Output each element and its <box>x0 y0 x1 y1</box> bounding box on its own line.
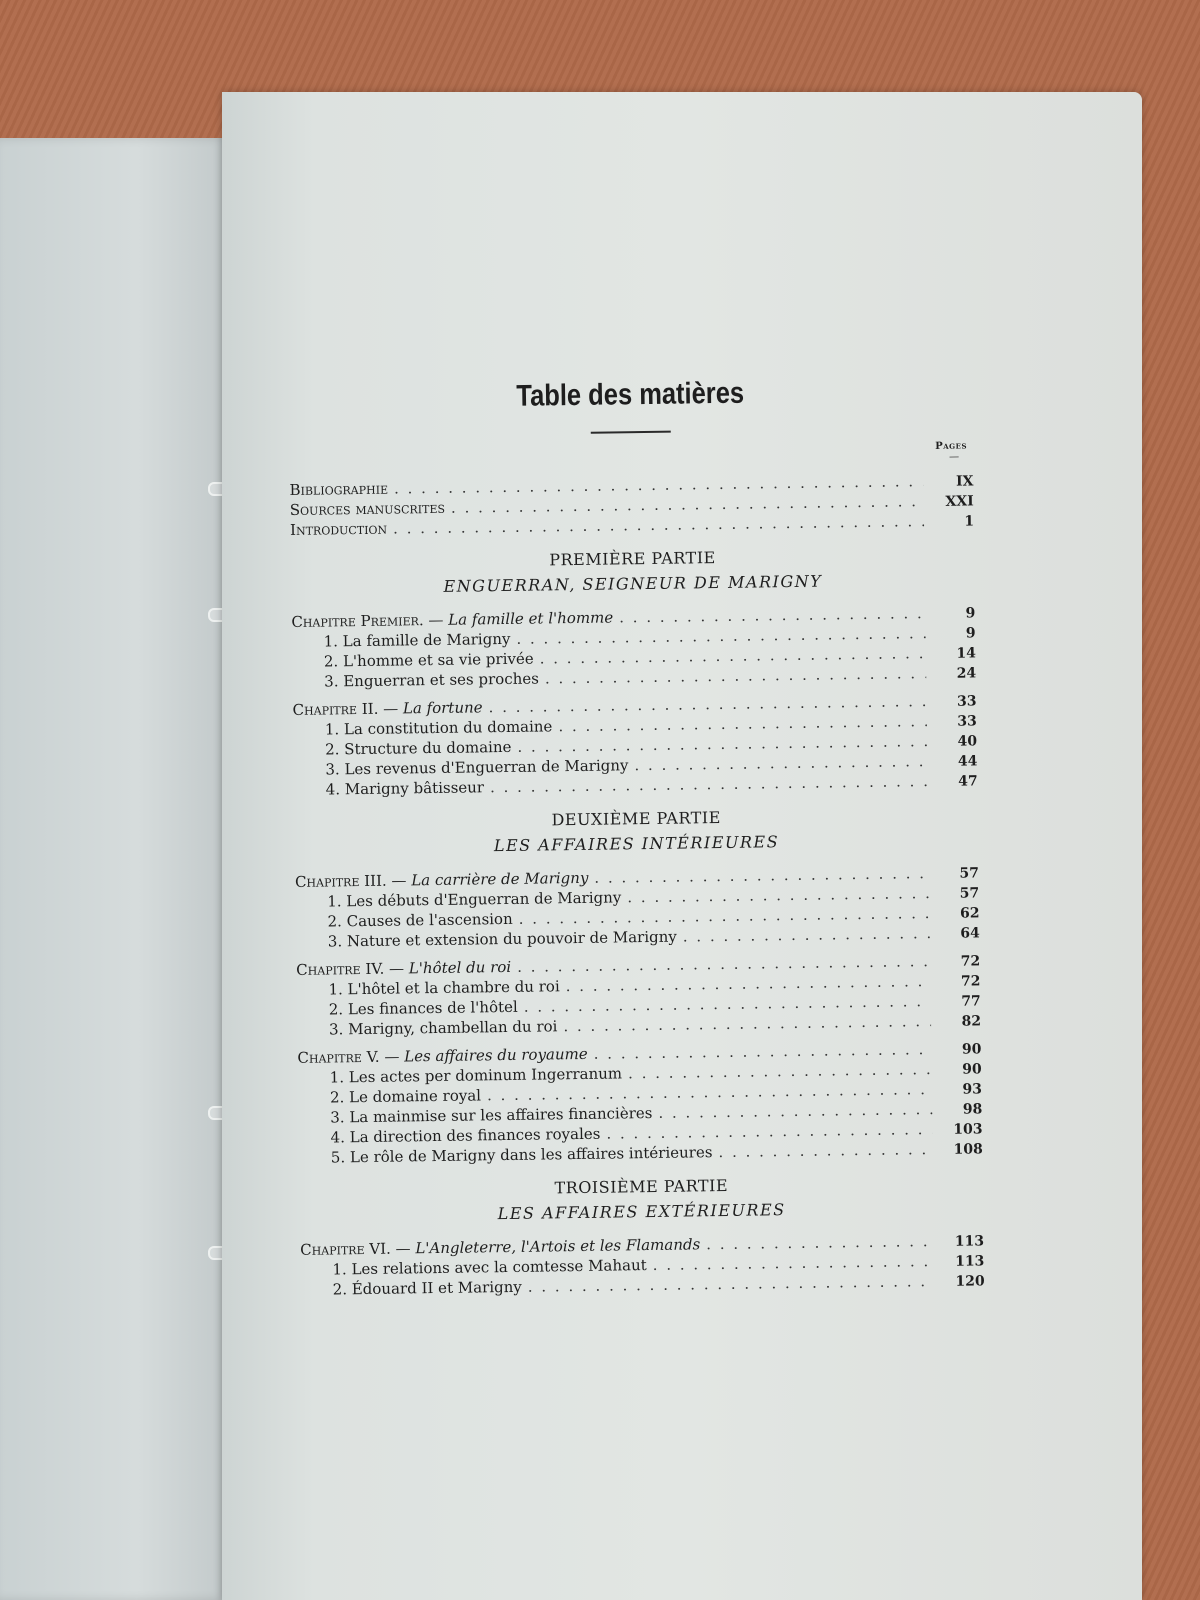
page-number: 77 <box>961 993 981 1010</box>
chapter-prefix: Chapitre III. — <box>294 871 412 891</box>
dot-leader <box>683 923 930 946</box>
left-page <box>0 138 228 1600</box>
page-number: IX <box>955 473 974 490</box>
entry-label: 2. Le domaine royal <box>329 1086 482 1107</box>
entry-label: 1. Les relations avec la comtesse Mahaut <box>332 1256 647 1279</box>
entry-label: 1. L'hôtel et la chambre du roi <box>328 977 560 999</box>
dot-leader <box>545 663 927 688</box>
page-number: 44 <box>957 753 978 770</box>
entry-label: 1. Les débuts d'Enguerran de Marigny <box>327 888 622 911</box>
chapter-title: L'Angleterre, l'Artois et les Flamands <box>415 1235 701 1258</box>
page-number: 90 <box>962 1061 982 1078</box>
chapter-block <box>295 862 980 952</box>
entry-label: 2. Structure du domaine <box>325 737 512 759</box>
dot-leader <box>718 1139 933 1162</box>
chapter-title: La fortune <box>402 698 483 718</box>
entry-label: 3. Nature et extension du pouvoir de Marigny <box>327 927 677 951</box>
parts-list <box>290 542 984 1299</box>
page-number: 33 <box>957 713 977 730</box>
part-title: LES AFFAIRES EXTÉRIEURES <box>497 1200 786 1224</box>
dot-leader <box>563 1011 931 1036</box>
pages-dash: — <box>949 451 960 463</box>
entry-label: 2. Les finances de l'hôtel <box>328 997 518 1019</box>
table-of-contents <box>288 370 985 1299</box>
page-title: Table des matières <box>516 376 745 413</box>
page-number: 33 <box>956 693 977 710</box>
entry-label: Sources manuscrites <box>289 498 446 519</box>
chapter-prefix: Chapitre VI. — <box>300 1239 416 1259</box>
part-title: LES AFFAIRES INTÉRIEURES <box>493 832 780 856</box>
pages-column-header: Pages <box>935 440 968 452</box>
entry-label: 1. La constitution du domaine <box>324 717 553 739</box>
page-number: 9 <box>965 625 976 642</box>
entry-label: 1. La famille de Marigny <box>323 629 511 651</box>
part-heading: TROISIÈME PARTIE <box>554 1175 729 1198</box>
page-number: 62 <box>959 905 980 922</box>
page-number: 72 <box>960 973 981 990</box>
chapter-prefix: Chapitre IV. — <box>296 959 409 979</box>
page-number: 113 <box>955 1253 985 1270</box>
chapter-title: La carrière de Marigny <box>411 868 589 890</box>
entry-label: 4. La direction des finances royales <box>330 1124 601 1147</box>
title-rule <box>591 431 671 434</box>
page-number: 82 <box>961 1013 982 1030</box>
page-number: 98 <box>962 1101 983 1118</box>
chapter-title: Les affaires du royaume <box>404 1044 588 1066</box>
chapter-block <box>300 1230 985 1300</box>
front-matter <box>289 470 974 540</box>
page-number: 40 <box>957 733 978 750</box>
page-number: 72 <box>960 953 981 970</box>
entry-label: Introduction <box>289 519 388 539</box>
entry-label: 3. Enguerran et ses proches <box>324 669 540 691</box>
chapter-prefix: Chapitre V. — <box>297 1047 405 1067</box>
entry-label: 1. Les actes per dominum Ingerranum <box>329 1064 623 1087</box>
entry-label: 2. Édouard II et Marigny <box>332 1277 522 1299</box>
chapter-block <box>291 602 976 692</box>
part-title: ENGUERRAN, SEIGNEUR DE MARIGNY <box>443 571 823 596</box>
chapter-block <box>292 690 977 800</box>
entry-label: 2. Causes de l'ascension <box>327 909 513 931</box>
page-number: 47 <box>958 773 978 790</box>
part-heading: PREMIÈRE PARTIE <box>549 548 716 570</box>
page-number: 1 <box>964 513 975 530</box>
page-number: 9 <box>965 605 976 622</box>
page-number: 113 <box>954 1233 985 1250</box>
entry-label: 4. Marigny bâtisseur <box>325 778 485 799</box>
entry-label <box>292 697 482 720</box>
page-number: 120 <box>955 1273 985 1290</box>
chapter-prefix: Chapitre Premier. — <box>291 610 449 631</box>
page-number: 57 <box>959 885 980 902</box>
chapter-title: La famille et l'homme <box>448 608 614 629</box>
entry-label: Bibliographie <box>289 479 389 499</box>
part-heading: DEUXIÈME PARTIE <box>551 808 721 830</box>
entry-label: 2. L'homme et sa vie privée <box>323 649 534 671</box>
entry-label: 3. La mainmise sur les affaires financières <box>330 1103 653 1127</box>
chapter-title: L'hôtel du roi <box>408 957 512 978</box>
page-number: 108 <box>953 1141 983 1158</box>
page-number: 103 <box>953 1121 983 1138</box>
page-number: 64 <box>960 925 980 942</box>
page-number: 14 <box>956 645 976 662</box>
entry-label: 5. Le rôle de Marigny dans les affaires intérieures <box>330 1143 713 1167</box>
page-number: 57 <box>959 865 980 882</box>
chapter-block <box>296 950 981 1040</box>
page-number: 90 <box>961 1041 982 1058</box>
chapter-prefix: Chapitre II. — <box>292 699 404 719</box>
chapter-block <box>297 1038 983 1168</box>
entry-label: 3. Marigny, chambellan du roi <box>328 1017 558 1039</box>
page-number: 93 <box>962 1081 983 1098</box>
entry-label: 3. Les revenus d'Enguerran de Marigny <box>325 756 629 779</box>
page-number: XXI <box>945 493 974 510</box>
page-number: 24 <box>956 665 977 682</box>
